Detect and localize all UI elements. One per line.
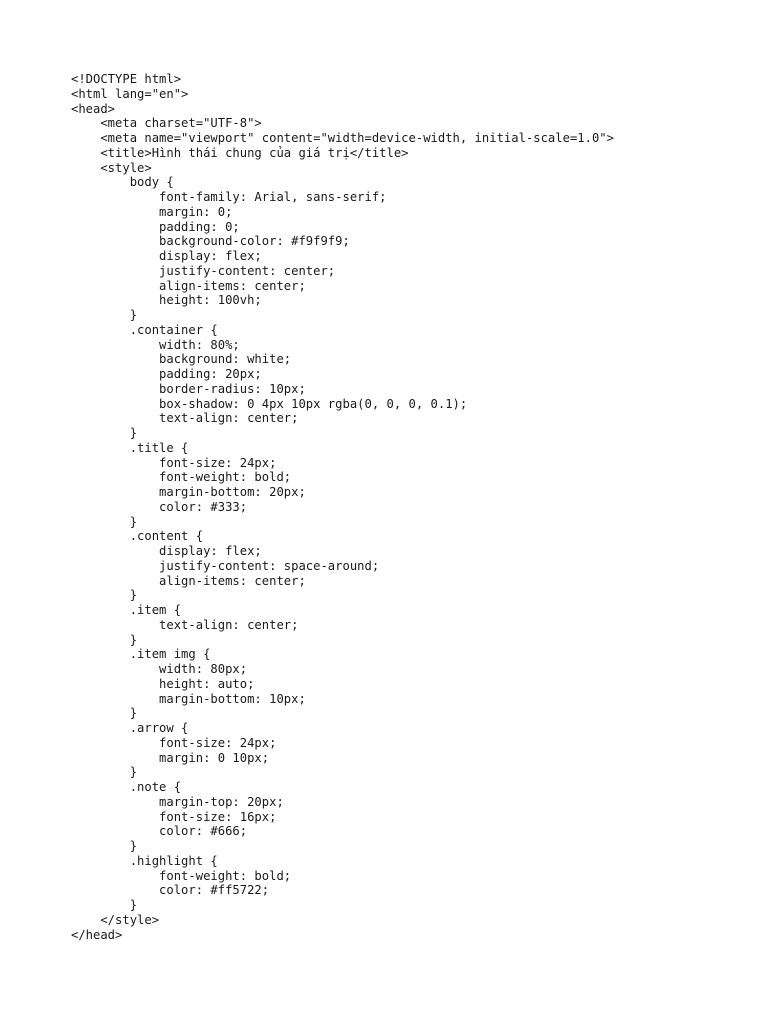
code-line: justify-content: space-around; xyxy=(71,558,380,573)
code-line: margin: 0 10px; xyxy=(71,750,270,765)
code-line: <head> xyxy=(71,101,116,116)
code-line: .container { xyxy=(71,322,218,337)
code-line: display: flex; xyxy=(71,544,262,558)
code-line: .item img { xyxy=(71,647,211,662)
code-line: } xyxy=(71,588,138,603)
code-line: <meta name="viewport" content="width=device-width, initial-scale=1.0"> xyxy=(71,131,614,145)
code-line: border-radius: 10px; xyxy=(71,381,306,396)
code-line: font-size: 24px; xyxy=(71,455,277,470)
code-line: .title { xyxy=(71,440,189,455)
code-line: font-size: 16px; xyxy=(71,809,277,824)
code-line: width: 80px; xyxy=(71,662,248,676)
code-line: <title>Hình thái chung của giá trị</title> xyxy=(71,145,409,160)
code-listing xyxy=(71,72,614,942)
code-line: color: #333; xyxy=(71,499,248,514)
code-line: background: white; xyxy=(71,352,292,367)
code-line: display: flex; xyxy=(71,249,262,263)
code-line: margin-bottom: 10px; xyxy=(71,691,306,706)
code-line: <meta charset="UTF-8"> xyxy=(71,116,262,131)
code-line: .highlight { xyxy=(71,853,218,868)
code-line: padding: 0; xyxy=(71,219,240,234)
code-line: } xyxy=(71,706,138,721)
code-line: font-weight: bold; xyxy=(71,470,292,485)
code-line: } xyxy=(71,308,138,322)
code-line: } xyxy=(71,839,138,853)
code-line: .item { xyxy=(71,603,182,617)
code-line: color: #ff5722; xyxy=(71,883,270,898)
code-line: <style> xyxy=(71,160,152,175)
code-line: margin-bottom: 20px; xyxy=(71,485,306,499)
code-line: margin: 0; xyxy=(71,204,233,219)
code-line: font-family: Arial, sans-serif; xyxy=(71,190,387,204)
code-line: } xyxy=(71,514,138,529)
code-line: body { xyxy=(71,175,174,190)
code-line: align-items: center; xyxy=(71,278,306,293)
code-line: font-weight: bold; xyxy=(71,868,292,883)
code-line: width: 80%; xyxy=(71,337,240,352)
code-line: background-color: #f9f9f9; xyxy=(71,234,350,249)
code-line: .arrow { xyxy=(71,721,189,735)
code-line: height: auto; xyxy=(71,676,255,691)
code-line: color: #666; xyxy=(71,824,248,839)
code-line: height: 100vh; xyxy=(71,293,262,308)
code-line: } xyxy=(71,765,138,780)
code-line: align-items: center; xyxy=(71,573,306,588)
code-line: font-size: 24px; xyxy=(71,735,277,750)
code-line: <!DOCTYPE html> xyxy=(71,72,182,86)
code-line: box-shadow: 0 4px 10px rgba(0, 0, 0, 0.1); xyxy=(71,396,468,411)
code-line: text-align: center; xyxy=(71,411,299,426)
code-line: .content { xyxy=(71,529,204,544)
code-line: </style> xyxy=(71,912,160,927)
code-line: justify-content: center; xyxy=(71,263,336,278)
code-line: padding: 20px; xyxy=(71,367,262,381)
code-line: } xyxy=(71,426,138,440)
code-line: <html lang="en"> xyxy=(71,86,189,101)
code-line: } xyxy=(71,632,138,647)
code-line: text-align: center; xyxy=(71,617,299,632)
code-line: margin-top: 20px; xyxy=(71,794,284,809)
code-line: </head> xyxy=(71,927,123,942)
code-line: .note { xyxy=(71,780,182,794)
code-line: } xyxy=(71,898,138,912)
